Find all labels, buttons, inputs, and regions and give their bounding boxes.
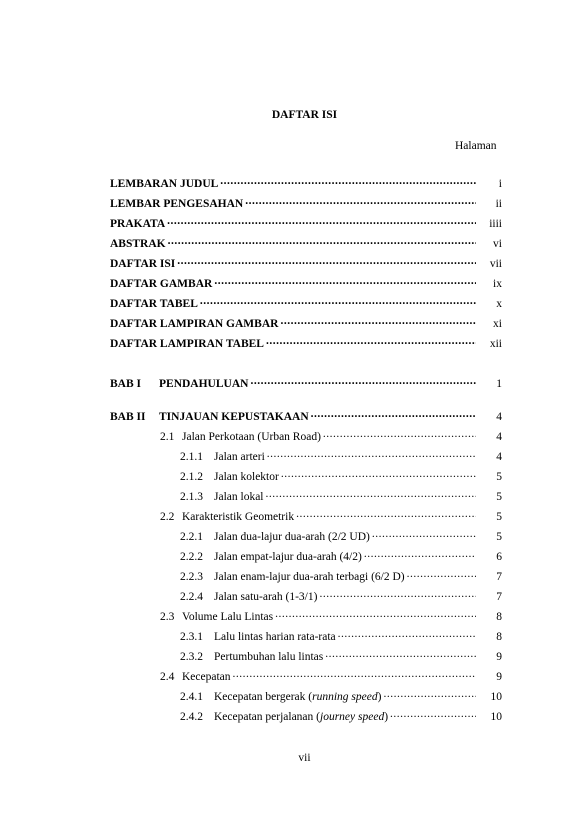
toc-section-label (180, 451, 265, 463)
chapter-number: BAB I (110, 377, 141, 390)
toc-subsection[interactable] (180, 468, 502, 484)
chapter-title: TINJAUAN KEPUSTAKAAN (159, 410, 309, 423)
toc-entry-page: 7 (496, 570, 502, 583)
toc-entry-page: x (496, 297, 502, 310)
leader-dots (233, 668, 476, 680)
toc-entry-page: 4 (496, 450, 502, 463)
toc-section-label (160, 611, 273, 623)
toc-entry[interactable] (110, 255, 502, 271)
toc-entry-page: 4 (496, 430, 502, 443)
section-title: Jalan Perkotaan (Urban Road) (182, 430, 321, 443)
toc-entry-page: 9 (496, 650, 502, 663)
toc-entry-page: 6 (496, 550, 502, 563)
section-number: 2.4.1 (180, 690, 203, 703)
toc-entry-label: LEMBAR PENGESAHAN (110, 197, 244, 210)
toc-subsection[interactable] (180, 448, 502, 464)
toc-section-label (180, 471, 279, 483)
section-title: Jalan arteri (214, 450, 265, 463)
toc-section[interactable] (160, 668, 502, 684)
leader-dots (407, 568, 476, 580)
section-title: Jalan empat-lajur dua-arah (4/2) (214, 550, 362, 563)
toc-entry[interactable] (110, 195, 502, 211)
leader-dots (296, 508, 476, 520)
leader-dots (167, 215, 476, 227)
toc-entry-page: i (498, 177, 502, 190)
leader-dots (372, 528, 476, 540)
toc-entry-page: 5 (496, 490, 502, 503)
section-title-prefix: Kecepatan bergerak ( (214, 690, 313, 703)
leader-dots (390, 708, 476, 720)
section-number: 2.2.1 (180, 530, 203, 543)
toc-entry[interactable] (110, 175, 502, 191)
toc-entry-page: 5 (496, 530, 502, 543)
toc-entry[interactable] (110, 215, 502, 231)
leader-dots (311, 408, 476, 420)
toc-subsection[interactable] (180, 708, 502, 724)
section-number: 2.2.2 (180, 550, 203, 563)
section-number: 2.1.3 (180, 490, 203, 503)
leader-dots (168, 235, 476, 247)
leader-dots (266, 335, 476, 347)
leader-dots (177, 255, 476, 267)
toc-section-label (180, 591, 317, 603)
toc-entry-label: DAFTAR TABEL (110, 297, 198, 310)
toc-section-label (180, 691, 381, 703)
leader-dots (220, 175, 476, 187)
toc-section-label (180, 711, 388, 723)
toc-entry-page: 10 (490, 690, 502, 703)
toc-entry-label: PRAKATA (110, 217, 166, 230)
toc-entry-page: 8 (496, 630, 502, 643)
leader-dots (250, 375, 476, 387)
leader-dots (319, 588, 476, 600)
leader-dots (245, 195, 476, 207)
section-number: 2.3 (160, 610, 175, 623)
toc-section[interactable] (160, 608, 502, 624)
toc-section[interactable] (160, 508, 502, 524)
toc-entry-label: DAFTAR ISI (110, 257, 176, 270)
toc-entry[interactable] (110, 295, 502, 311)
toc-section-label (180, 551, 362, 563)
toc-subsection[interactable] (180, 568, 502, 584)
toc-entry-page: 9 (496, 670, 502, 683)
section-title: Karakteristik Geometrik (182, 510, 295, 523)
toc-chapter-label (110, 411, 309, 423)
toc-entry[interactable] (110, 235, 502, 251)
section-number: 2.2.3 (180, 570, 203, 583)
toc-entry[interactable] (110, 275, 502, 291)
leader-dots (323, 428, 476, 440)
toc-entry-label: DAFTAR LAMPIRAN GAMBAR (110, 317, 279, 330)
toc-section-label (160, 431, 321, 443)
toc-subsection[interactable] (180, 628, 502, 644)
toc-section-label (180, 491, 264, 503)
toc-section-label (180, 631, 336, 643)
toc-entry[interactable] (110, 335, 502, 351)
leader-dots (214, 275, 476, 287)
leader-dots (338, 628, 476, 640)
toc-chapter[interactable] (110, 375, 502, 391)
section-number: 2.3.1 (180, 630, 203, 643)
section-number: 2.1.2 (180, 470, 203, 483)
toc-entry-label: ABSTRAK (110, 237, 166, 250)
toc-entry-label: DAFTAR LAMPIRAN TABEL (110, 337, 264, 350)
section-number: 2.4.2 (180, 710, 203, 723)
leader-dots (325, 648, 476, 660)
toc-section-label (180, 531, 370, 543)
toc-entry-label: LEMBARAN JUDUL (110, 177, 219, 190)
toc-entry-page: ii (495, 197, 502, 210)
section-title: Jalan lokal (214, 490, 264, 503)
toc-entry-page: 7 (496, 590, 502, 603)
toc-entry-page: xii (489, 337, 502, 350)
toc-chapter[interactable] (110, 408, 502, 424)
toc-entry-page: ix (493, 277, 502, 290)
toc-entry-page: 10 (490, 710, 502, 723)
section-number: 2.1 (160, 430, 175, 443)
toc-title: DAFTAR ISI (271, 109, 338, 121)
toc-section-label (180, 571, 405, 583)
toc-section-label (160, 511, 294, 523)
section-title: Kecepatan (182, 670, 231, 683)
toc-section[interactable] (160, 428, 502, 444)
toc-entry-page: 4 (496, 410, 502, 423)
toc-section-label (180, 651, 323, 663)
toc-entry-page: xi (493, 317, 502, 330)
leader-dots (200, 295, 476, 307)
page-column-header: Halaman (455, 140, 497, 152)
leader-dots (383, 688, 476, 700)
leader-dots (266, 488, 477, 500)
toc-entry-page: vii (489, 257, 502, 270)
toc-entry-label: DAFTAR GAMBAR (110, 277, 213, 290)
section-title: Jalan satu-arah (1-3/1) (214, 590, 318, 603)
section-number: 2.2 (160, 510, 175, 523)
toc-entry-page: iiii (489, 217, 502, 230)
toc-entry-page: 1 (496, 377, 502, 390)
toc-entry-page: 8 (496, 610, 502, 623)
section-title: Lalu lintas harian rata-rata (214, 630, 336, 643)
section-number: 2.1.1 (180, 450, 203, 463)
toc-section-label (160, 671, 231, 683)
leader-dots (267, 448, 476, 460)
toc-entry-page: 5 (496, 510, 502, 523)
section-title-suffix: ) (384, 710, 389, 723)
toc-chapter-label (110, 378, 248, 390)
toc-subsection[interactable] (180, 688, 502, 704)
page-number-footer: vii (298, 752, 311, 764)
section-title-prefix: Kecepatan perjalanan ( (214, 710, 320, 723)
section-title: Pertumbuhan lalu lintas (214, 650, 324, 663)
section-title-italic: journey speed (320, 710, 385, 723)
toc-subsection[interactable] (180, 588, 502, 604)
toc-subsection[interactable] (180, 528, 502, 544)
toc-subsection[interactable] (180, 648, 502, 664)
toc-entry-page: vi (493, 237, 502, 250)
chapter-title: PENDAHULUAN (159, 377, 249, 390)
toc-subsection[interactable] (180, 548, 502, 564)
section-title-italic: running speed (312, 690, 378, 703)
section-title: Volume Lalu Lintas (182, 610, 274, 623)
section-title: Jalan dua-lajur dua-arah (2/2 UD) (214, 530, 370, 543)
toc-entry[interactable] (110, 315, 502, 331)
section-title: Jalan enam-lajur dua-arah terbagi (6/2 D) (214, 570, 405, 583)
toc-subsection[interactable] (180, 488, 502, 504)
chapter-number: BAB II (110, 410, 146, 423)
section-number: 2.2.4 (180, 590, 203, 603)
section-number: 2.4 (160, 670, 175, 683)
section-title: Jalan kolektor (214, 470, 279, 483)
section-number: 2.3.2 (180, 650, 203, 663)
leader-dots (275, 608, 476, 620)
leader-dots (364, 548, 476, 560)
leader-dots (281, 468, 476, 480)
leader-dots (280, 315, 476, 327)
section-title-suffix: ) (377, 690, 382, 703)
toc-entry-page: 5 (496, 470, 502, 483)
